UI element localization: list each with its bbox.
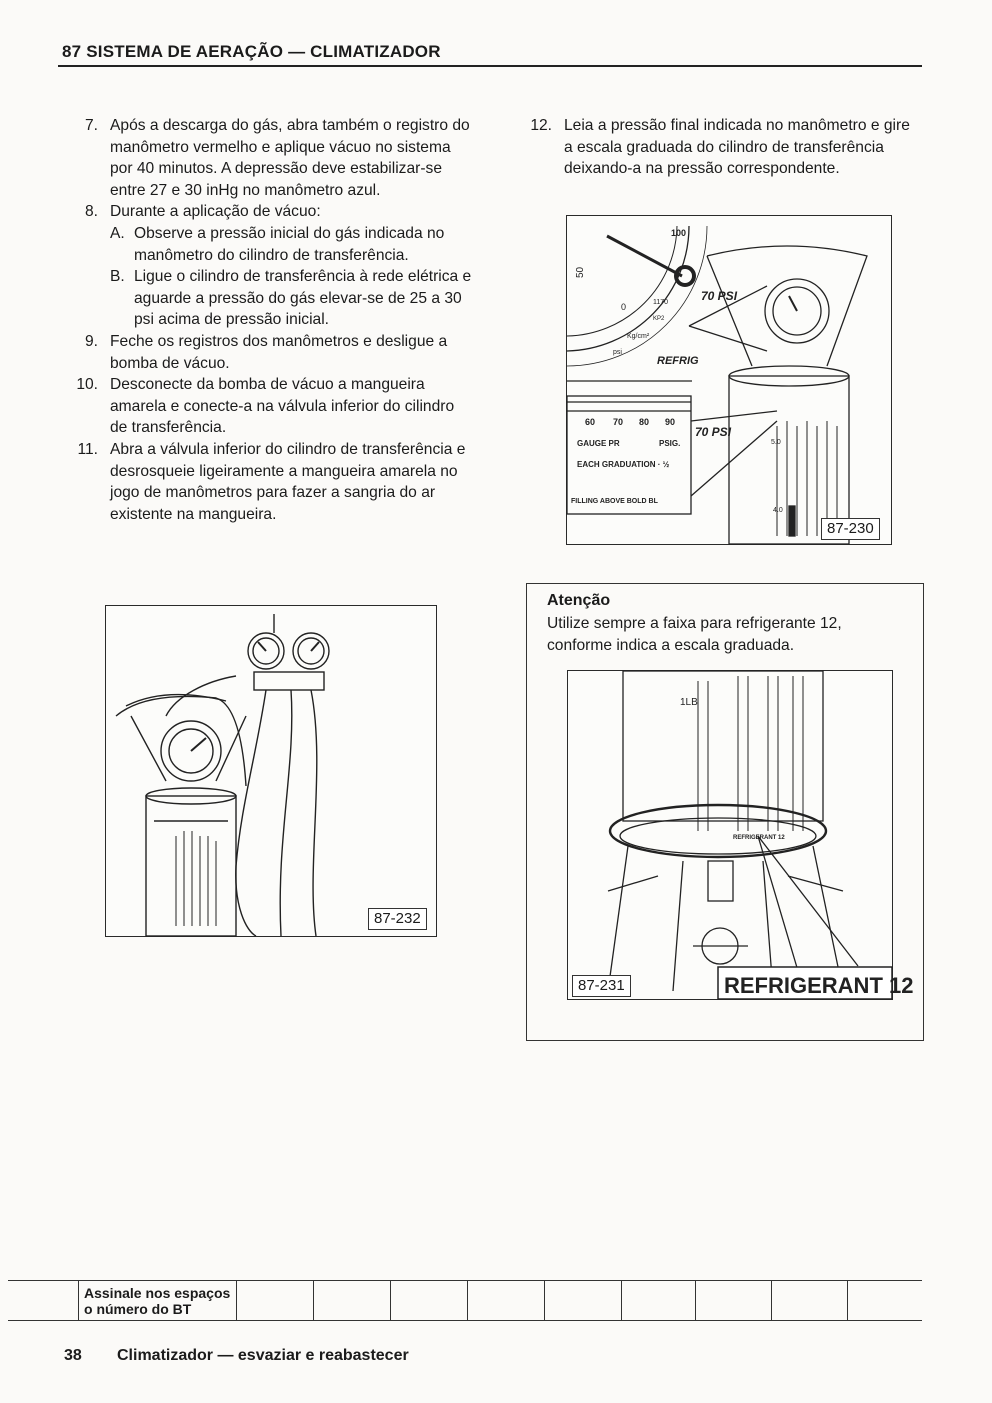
- manifold-illustration: [106, 606, 436, 936]
- callout-70psi-top: 70 PSI: [701, 289, 738, 303]
- step-12: [518, 115, 922, 180]
- gauge-text-kgcm: Kg/cm²: [627, 333, 650, 340]
- gauge-text-1170: 1170: [653, 299, 669, 306]
- step-number: 8.: [84, 203, 98, 221]
- ring-text-refrigerant: REFRIGERANT 12: [733, 835, 785, 841]
- substep-letter: A.: [110, 224, 125, 242]
- gauge-text-psi: psi: [613, 349, 622, 356]
- substep-text: Observe a pressão inicial do gás indicada no manômetro do cilindro de transferência.: [134, 224, 445, 264]
- step-8: [64, 201, 474, 331]
- header-divider: [58, 65, 922, 67]
- step-text: Feche os registros dos manômetros e desligue a bomba de vácuo.: [110, 332, 448, 372]
- bt-cell-input[interactable]: [621, 1280, 696, 1320]
- figure-refrigerant-scale: [567, 670, 914, 1000]
- cylinder-text-4: 4.0: [773, 507, 783, 514]
- step-number: 12.: [530, 117, 552, 134]
- step-text: Leia a pressão final indicada no manômetro e gire a escala graduada do cilindro de transferência deixando-a na pressão correspondente.: [564, 117, 910, 178]
- bt-table-bottom-rule: [8, 1320, 922, 1321]
- steps-list-left: [64, 115, 474, 525]
- scale-text-graduation: EACH GRADUATION · ½: [577, 460, 670, 469]
- step-9: [64, 331, 474, 374]
- step-number: 7.: [84, 117, 98, 134]
- scale-text-gauge: GAUGE PR: [577, 439, 620, 448]
- substep-text: Ligue o cilindro de transferência à rede elétrica e aguarde a pressão do gás elevar-se de 25 a 30 psi acima de pressão inicial.: [134, 268, 472, 329]
- scale-text-filling: FILLING ABOVE BOLD BL: [571, 498, 658, 505]
- pressure-scale-illustration: [567, 216, 891, 544]
- attention-text: Utilize sempre a faixa para refrigerante 12, conforme indica a escala graduada.: [547, 615, 842, 654]
- step-7: [64, 115, 474, 201]
- cylinder-text-5: 5.0: [771, 439, 781, 446]
- step-11: [64, 439, 474, 525]
- scale-number-90: 90: [665, 417, 676, 427]
- bt-cell-input[interactable]: [390, 1280, 468, 1320]
- step-text: Durante a aplicação de vácuo:: [110, 203, 321, 221]
- step-text: Abra a válvula inferior do cilindro de transferência e desrosqueie ligeiramente a mangueira amarela no jogo de manômetros para fazer a sangria do ar existente na mangueira.: [110, 440, 466, 523]
- substep-a: [110, 223, 474, 266]
- bt-cell-divider: [78, 1280, 79, 1320]
- figure-label: 87-232: [368, 908, 427, 930]
- figure-pressure-scale: [566, 215, 892, 545]
- gauge-text-50: 50: [575, 266, 586, 278]
- callout-70psi-bottom: 70 PSI: [695, 425, 732, 439]
- page-footer-title: Climatizador — esvaziar e reabastecer: [117, 1347, 409, 1364]
- scale-number-80: 80: [639, 417, 650, 427]
- bt-cell-input[interactable]: [771, 1280, 848, 1320]
- attention-box: [526, 583, 924, 1041]
- attention-title: Atenção: [547, 592, 611, 609]
- substep-b: [110, 266, 474, 331]
- figure-manifold-gauges: [105, 605, 437, 937]
- step-number: 10.: [76, 376, 98, 394]
- gauge-text-kp2: KP2: [653, 316, 665, 322]
- bt-instruction: Assinale nos espaços o número do BT: [84, 1285, 231, 1317]
- step-text: Após a descarga do gás, abra também o registro do manômetro vermelho e aplique vácuo no sistema por 40 minutos. A depressão deve estabilizar-se entre 27 e 30 inHg no manômetro azul.: [110, 117, 470, 199]
- page-header-title: 87 SISTEMA DE AERAÇÃO — CLIMATIZADOR: [62, 42, 441, 61]
- bt-cell-input[interactable]: [467, 1280, 545, 1320]
- scale-number-70: 70: [613, 417, 624, 427]
- figure-label: 87-230: [821, 518, 880, 540]
- steps-list-right: [518, 115, 922, 180]
- bt-cell-input[interactable]: [544, 1280, 622, 1320]
- refrigerant-banner: REFRIGERANT 12: [724, 973, 914, 998]
- step-10: [64, 374, 474, 439]
- step-text: Desconecte da bomba de vácuo a mangueira amarela e conecte-a na válvula inferior do cilindro de transferência.: [110, 376, 455, 437]
- step-number: 11.: [77, 440, 98, 458]
- step-number: 9.: [84, 332, 98, 350]
- scale-text-1lb: 1LB: [680, 697, 698, 708]
- bt-cell-input[interactable]: [313, 1280, 391, 1320]
- gauge-text-refrig: REFRIG: [657, 355, 699, 367]
- gauge-text-100: 100: [671, 228, 687, 238]
- refrigerant-scale-illustration: [568, 671, 914, 999]
- bt-cell-input[interactable]: [847, 1280, 923, 1320]
- scale-text-psig: PSIG.: [659, 439, 681, 448]
- bt-cell-input[interactable]: [236, 1280, 314, 1320]
- page-number: 38: [64, 1347, 82, 1364]
- bt-cell-input[interactable]: [695, 1280, 772, 1320]
- scale-number-60: 60: [585, 417, 596, 427]
- gauge-text-0: 0: [621, 302, 627, 312]
- figure-label: 87-231: [572, 975, 631, 997]
- substep-letter: B.: [110, 268, 125, 286]
